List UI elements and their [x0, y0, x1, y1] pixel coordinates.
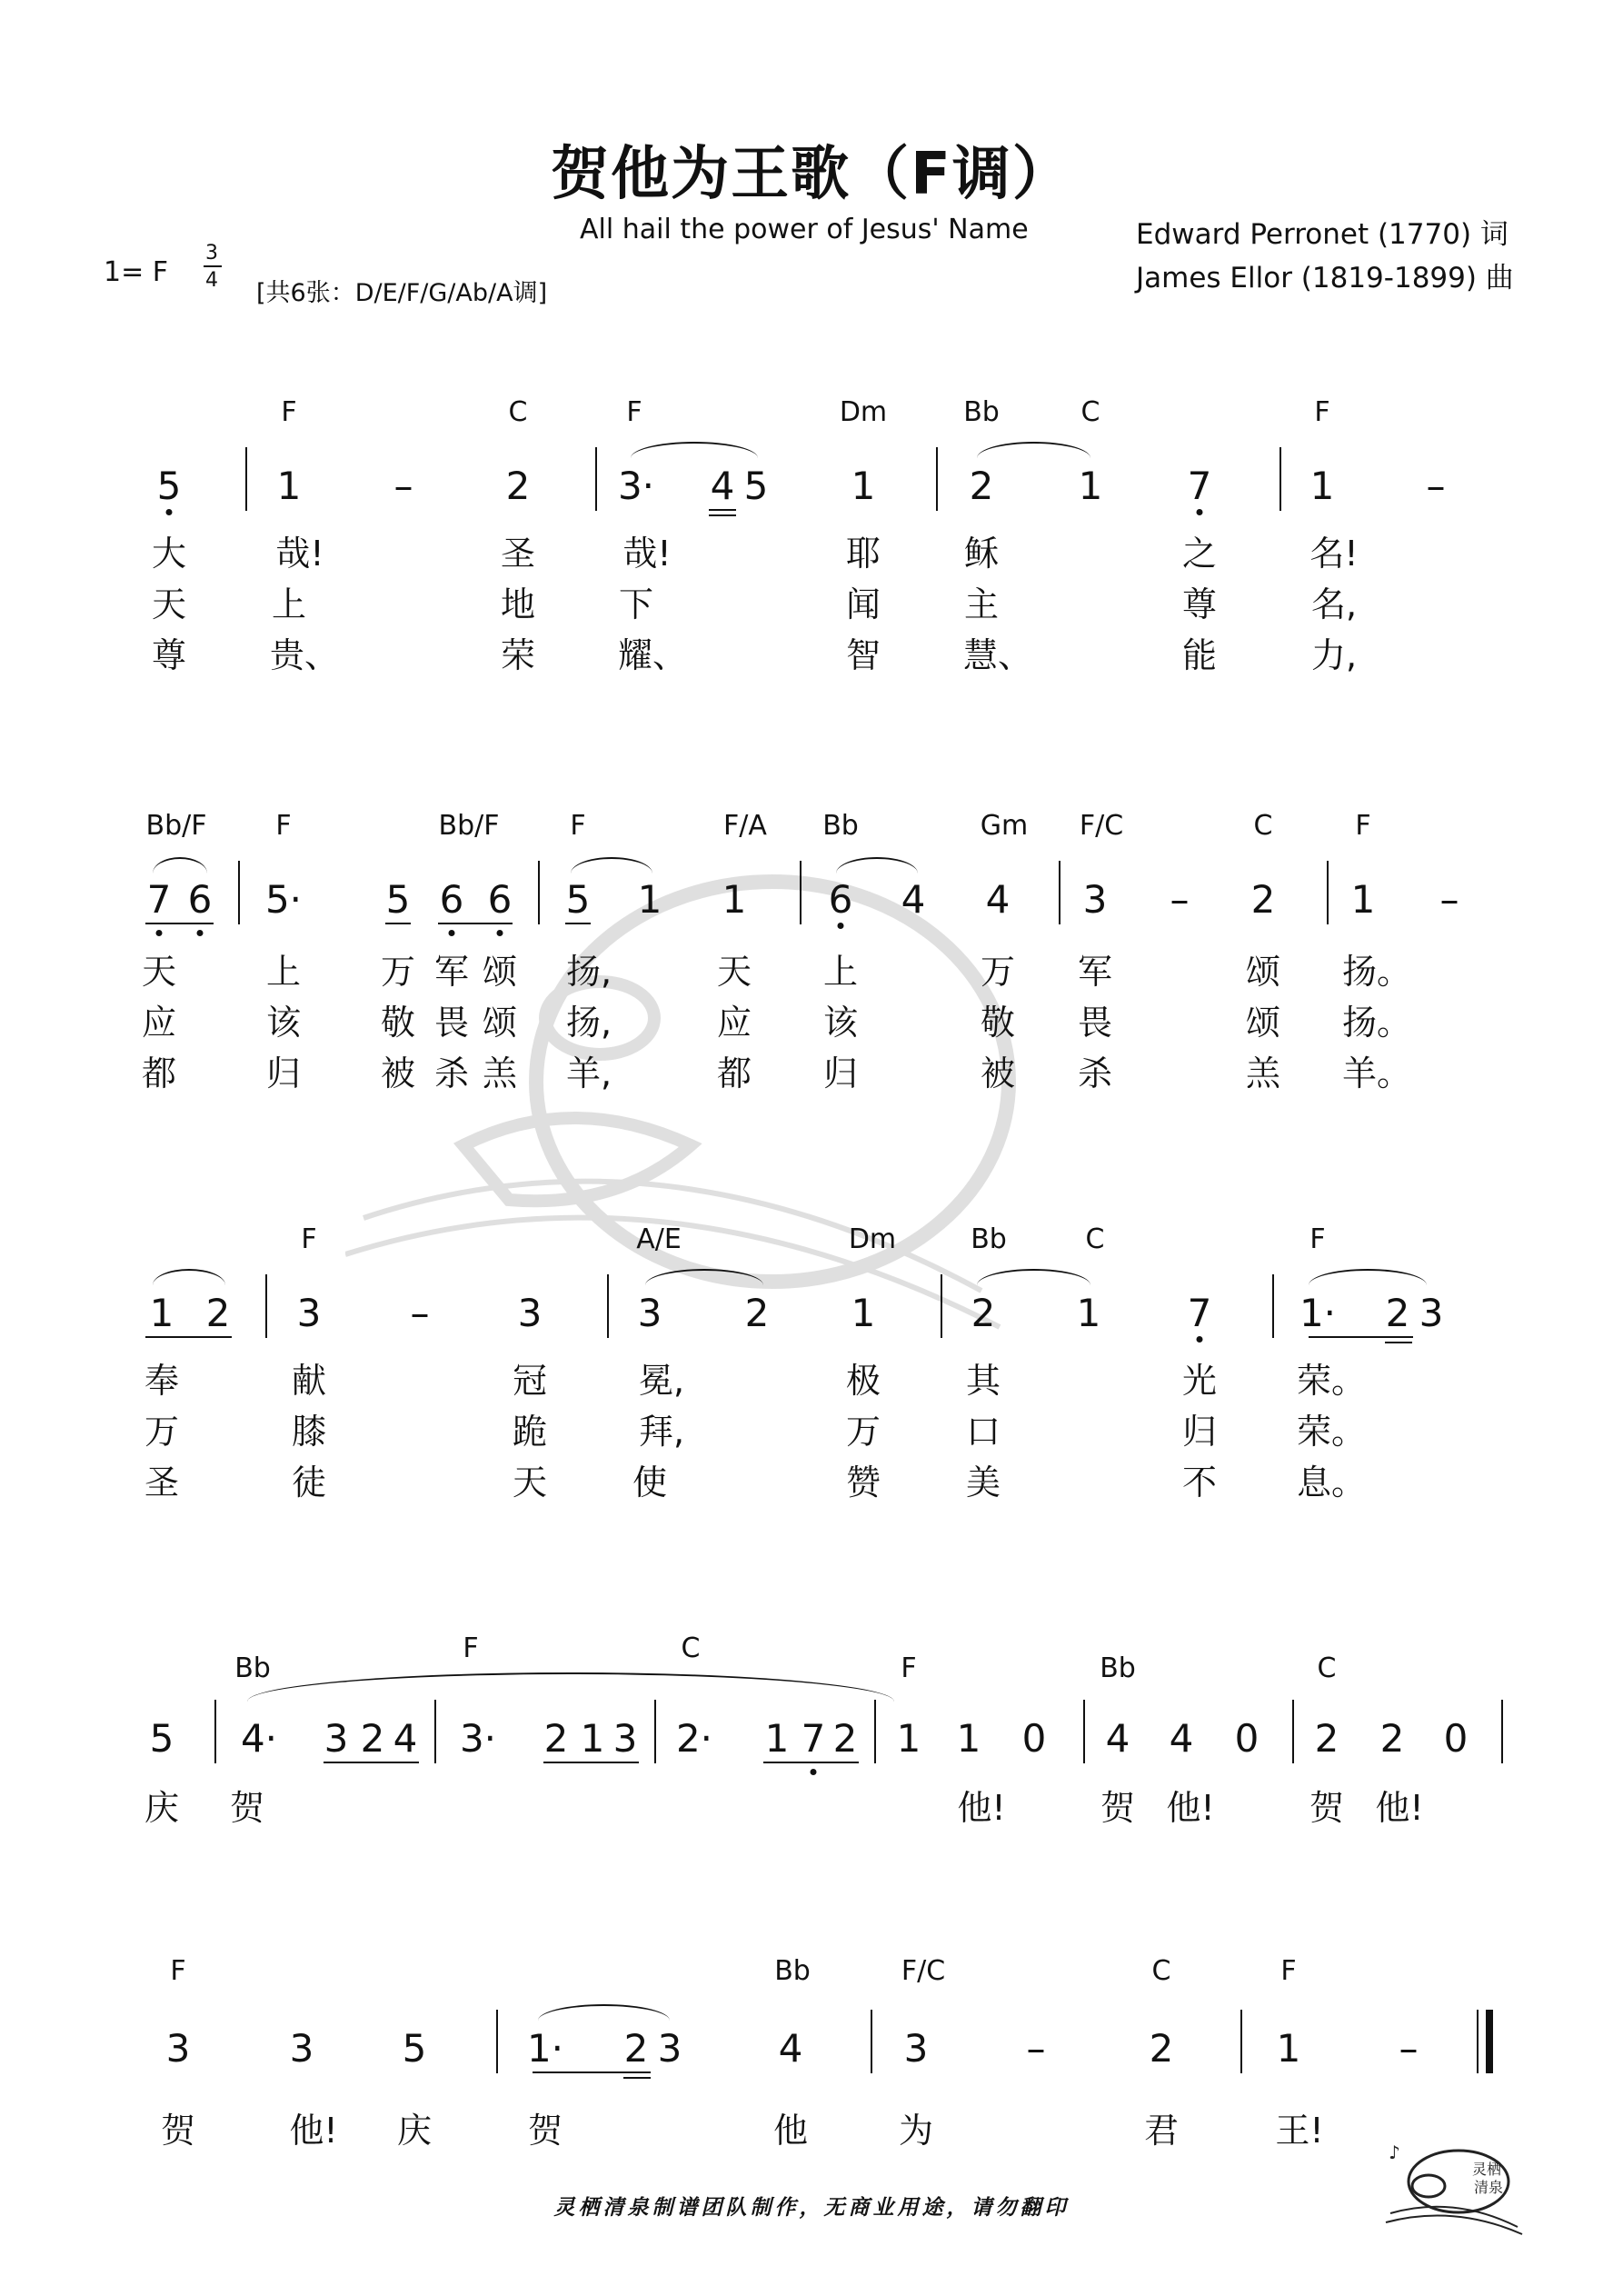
bar-line	[607, 1274, 609, 1338]
lyric: 军	[433, 952, 470, 992]
note: 1·	[1299, 1291, 1337, 1335]
note: 4·	[240, 1716, 278, 1761]
note: 2	[1385, 1291, 1410, 1335]
lyric: 庆	[144, 1788, 180, 1828]
lyric: 万	[144, 1412, 180, 1452]
composer-credit: James Ellor (1819-1899) 曲	[1136, 262, 1514, 294]
svg-text:♪: ♪	[1389, 2141, 1400, 2163]
lyric: 羊。	[1341, 1053, 1412, 1093]
slur	[977, 1269, 1090, 1285]
chord: C	[681, 1632, 701, 1664]
lyric: 扬,	[565, 1003, 612, 1043]
bar-line	[496, 2010, 498, 2073]
beam	[324, 1762, 419, 1763]
chord: Bb	[234, 1652, 271, 1684]
lyric: 杀	[433, 1053, 470, 1093]
note: 2	[832, 1716, 858, 1761]
note: 0	[1021, 1716, 1047, 1761]
lyric: 羊,	[565, 1053, 612, 1093]
chord: Dm	[839, 396, 888, 428]
bar-line	[800, 861, 802, 924]
chord: F	[570, 810, 586, 842]
low-octave-dot	[449, 930, 455, 936]
lyric: 归	[822, 1053, 859, 1093]
lyric: 都	[141, 1053, 177, 1093]
bar-line	[874, 1700, 876, 1763]
note: 0	[1443, 1716, 1469, 1761]
note: 5	[149, 1716, 174, 1761]
note: 3·	[617, 464, 655, 508]
note: 3	[612, 1716, 638, 1761]
chord: C	[508, 396, 528, 428]
lyric: 名,	[1310, 584, 1358, 624]
note: 1	[149, 1291, 174, 1335]
score-line-1	[0, 391, 1623, 675]
slur	[631, 442, 758, 458]
beam	[763, 1762, 859, 1763]
lyric: 应	[716, 1003, 752, 1043]
lyric: 扬。	[1341, 1003, 1412, 1043]
lyric: 不	[1181, 1462, 1218, 1502]
low-octave-dot	[497, 930, 503, 936]
sustain-dash: –	[1426, 464, 1446, 508]
note: 1	[1076, 1291, 1101, 1335]
lyric: 他!	[1375, 1788, 1424, 1828]
chord: F	[301, 1223, 317, 1255]
lyric: 上	[265, 952, 302, 992]
bar-line	[1240, 2010, 1242, 2073]
bar-line	[238, 861, 240, 924]
low-octave-dot	[156, 930, 163, 936]
chord: F	[275, 810, 292, 842]
lyric: 为	[898, 2111, 934, 2151]
low-octave-dot	[838, 923, 844, 929]
note: 3	[296, 1291, 322, 1335]
lyric: 王!	[1275, 2111, 1324, 2151]
lyric: 天	[716, 952, 752, 992]
chord: F	[281, 396, 297, 428]
song-title: 贺他为王歌（F调）	[551, 141, 1072, 208]
lyric: 徒	[291, 1462, 327, 1502]
beam	[543, 1762, 639, 1763]
note: 3	[657, 2026, 682, 2071]
low-octave-dot	[811, 1769, 817, 1775]
chord: Bb	[822, 810, 859, 842]
chord: F/A	[723, 810, 767, 842]
note: 6	[439, 877, 464, 922]
low-octave-dot	[1197, 1336, 1203, 1343]
note: 4	[778, 2026, 803, 2071]
lyric: 荣。	[1296, 1361, 1367, 1401]
note: 1	[580, 1716, 605, 1761]
sheep-logo-icon	[1381, 2136, 1527, 2236]
lyric: 被	[980, 1053, 1016, 1093]
lyric: 扬。	[1341, 952, 1412, 992]
note: 3	[1419, 1291, 1444, 1335]
note: 2	[1379, 1716, 1405, 1761]
chord: F	[463, 1632, 479, 1664]
lyric: 使	[632, 1462, 668, 1502]
note: 3	[324, 1716, 349, 1761]
note: 2	[744, 1291, 770, 1335]
note: 5	[385, 877, 411, 922]
note: 2	[1149, 2026, 1174, 2071]
note: 3	[165, 2026, 191, 2071]
note: 3	[1082, 877, 1108, 922]
lyric: 智	[845, 635, 881, 675]
lyric: 赞	[845, 1462, 881, 1502]
chord: F	[1355, 810, 1371, 842]
note: 4	[1169, 1716, 1194, 1761]
note: 3	[903, 2026, 929, 2071]
chord: F	[626, 396, 642, 428]
meter-denominator: 4	[205, 269, 218, 292]
chord: C	[1085, 1223, 1105, 1255]
lyric: 贺	[160, 2111, 196, 2151]
lyric: 美	[965, 1462, 1001, 1502]
lyric: 畏	[1077, 1003, 1113, 1043]
bar-line	[1279, 447, 1281, 511]
slur	[1309, 1269, 1427, 1285]
note: 3	[517, 1291, 543, 1335]
lyric: 下	[618, 584, 654, 624]
available-keys-note: [共6张：D/E/F/G/Ab/A调]	[256, 279, 548, 307]
lyric: 地	[500, 584, 536, 624]
low-octave-dot	[1197, 509, 1203, 515]
chord: Bb	[774, 1955, 811, 1987]
beam	[533, 2071, 651, 2073]
lyric: 都	[716, 1053, 752, 1093]
lyric: 羔	[1245, 1053, 1281, 1093]
lyric: 天	[512, 1462, 548, 1502]
sustain-dash: –	[410, 1291, 430, 1335]
svg-text:清泉: 清泉	[1474, 2181, 1504, 2196]
lyric: 献	[291, 1361, 327, 1401]
note: 3	[637, 1291, 662, 1335]
lyric: 他	[772, 2111, 809, 2151]
lyric: 贵、	[269, 635, 340, 675]
beam	[1309, 1336, 1413, 1338]
chord: Bb/F	[438, 810, 500, 842]
chord: F/C	[901, 1955, 946, 1987]
lyric: 奉	[144, 1361, 180, 1401]
lyric: 他!	[289, 2111, 338, 2151]
chord: Bb	[1100, 1652, 1136, 1684]
bar-line	[941, 1274, 942, 1338]
note: 2	[205, 1291, 231, 1335]
lyric: 颂	[482, 952, 518, 992]
lyric: 贺	[1309, 1788, 1345, 1828]
note: 2	[543, 1716, 569, 1761]
lyric: 庆	[396, 2111, 433, 2151]
note: 7	[1187, 464, 1212, 508]
note: 1	[1078, 464, 1103, 508]
lyric: 颂	[1245, 952, 1281, 992]
lyric: 能	[1181, 635, 1218, 675]
lyric: 归	[1181, 1412, 1218, 1452]
chord: F	[1280, 1955, 1297, 1987]
low-octave-dot	[197, 930, 204, 936]
lyric: 他!	[1166, 1788, 1215, 1828]
bar-line	[871, 2010, 872, 2073]
beam	[709, 514, 736, 516]
english-subtitle: All hail the power of Jesus' Name	[580, 214, 1029, 245]
low-octave-dot	[166, 509, 173, 515]
note: 6	[187, 877, 213, 922]
lyric: 膝	[291, 1412, 327, 1452]
note: 5	[402, 2026, 427, 2071]
lyric: 杀	[1077, 1053, 1113, 1093]
note: 2	[1250, 877, 1276, 922]
chord: Dm	[848, 1223, 897, 1255]
chord: F	[1314, 396, 1330, 428]
lyric: 口	[965, 1412, 1001, 1452]
chord: A/E	[636, 1223, 682, 1255]
lyric: 冕,	[638, 1361, 685, 1401]
chord: Bb	[971, 1223, 1007, 1255]
lyric: 军	[1077, 952, 1113, 992]
bar-line	[595, 447, 597, 511]
lyric: 主	[963, 584, 1000, 624]
bar-line	[1292, 1700, 1294, 1763]
lyric: 闻	[845, 584, 881, 624]
beam	[385, 923, 411, 924]
lyric: 万	[380, 952, 416, 992]
lyric: 冠	[512, 1361, 548, 1401]
lyric: 慧、	[962, 635, 1033, 675]
note: 7	[146, 877, 172, 922]
lyric: 归	[265, 1053, 302, 1093]
note: 1	[1350, 877, 1376, 922]
chord: Bb/F	[145, 810, 207, 842]
lyric: 敬	[380, 1003, 416, 1043]
lyric: 天	[151, 584, 187, 624]
lyric: 哉!	[622, 534, 672, 574]
note: 5	[743, 464, 769, 508]
beam	[709, 509, 736, 511]
lyric: 荣。	[1296, 1412, 1367, 1452]
bar-line	[1083, 1700, 1085, 1763]
lyric: 息。	[1296, 1462, 1367, 1502]
lyric: 稣	[963, 534, 1000, 574]
final-bar-thick	[1486, 2010, 1493, 2073]
note: 1	[722, 877, 747, 922]
note: 3·	[459, 1716, 497, 1761]
chord: C	[1080, 396, 1100, 428]
slur	[247, 1672, 894, 1702]
lyric: 颂	[1245, 1003, 1281, 1043]
score-line-5	[0, 1950, 1623, 2222]
note: 6	[828, 877, 853, 922]
note: 2	[969, 464, 994, 508]
lyric: 圣	[144, 1462, 180, 1502]
note: 2	[623, 2026, 649, 2071]
lyric: 该	[822, 1003, 859, 1043]
score-line-3	[0, 1218, 1623, 1502]
lyric: 尊	[1181, 584, 1218, 624]
lyric: 颂	[482, 1003, 518, 1043]
lyric: 跪	[512, 1412, 548, 1452]
lyric: 之	[1181, 534, 1218, 574]
note: 4	[985, 877, 1011, 922]
bar-line	[214, 1700, 216, 1763]
key-signature: 1= F	[104, 256, 169, 288]
lyric: 贺	[229, 1788, 265, 1828]
note: 1	[956, 1716, 981, 1761]
sustain-dash: –	[1399, 2026, 1419, 2071]
lyric: 该	[265, 1003, 302, 1043]
lyric: 圣	[500, 534, 536, 574]
score-line-2	[0, 804, 1623, 1093]
slur	[153, 857, 207, 873]
meter-numerator: 3	[205, 242, 218, 265]
lyric: 天	[141, 952, 177, 992]
lyric: 荣	[500, 635, 536, 675]
note: 4	[1105, 1716, 1130, 1761]
beam	[145, 1336, 232, 1338]
slur	[977, 442, 1090, 458]
lyricist-credit: Edward Perronet (1770) 词	[1136, 218, 1508, 251]
note: 3	[289, 2026, 314, 2071]
lyric: 君	[1143, 2111, 1180, 2151]
bar-line	[1327, 861, 1329, 924]
sustain-dash: –	[1170, 877, 1190, 922]
chord: F	[1309, 1223, 1326, 1255]
chord: C	[1317, 1652, 1337, 1684]
chord: F	[901, 1652, 917, 1684]
note: 7	[1187, 1291, 1212, 1335]
beam	[438, 923, 513, 924]
note: 7	[801, 1716, 826, 1761]
beam	[623, 2077, 651, 2079]
chord: Bb	[963, 396, 1000, 428]
lyric: 拜,	[638, 1412, 685, 1452]
lyric: 耀、	[617, 635, 688, 675]
lyric: 尊	[151, 635, 187, 675]
beam	[1385, 1342, 1412, 1343]
chord: F	[170, 1955, 186, 1987]
note: 5	[156, 464, 182, 508]
sustain-dash: –	[1026, 2026, 1046, 2071]
bar-line	[245, 447, 247, 511]
lyric: 贺	[1100, 1788, 1136, 1828]
note: 1	[637, 877, 662, 922]
bar-line	[1272, 1274, 1274, 1338]
lyric: 上	[822, 952, 859, 992]
note: 4	[393, 1716, 418, 1761]
note: 1	[276, 464, 302, 508]
note: 0	[1234, 1716, 1260, 1761]
note: 1	[764, 1716, 790, 1761]
sustain-dash: –	[1439, 877, 1459, 922]
lyric: 极	[845, 1361, 881, 1401]
lyric: 敬	[980, 1003, 1016, 1043]
slur	[538, 2004, 670, 2021]
lyric: 贺	[527, 2111, 563, 2151]
note: 4	[710, 464, 735, 508]
lyric: 光	[1181, 1361, 1218, 1401]
note: 4	[901, 877, 926, 922]
note: 2·	[675, 1716, 713, 1761]
lyric: 力,	[1310, 635, 1358, 675]
note: 6	[487, 877, 513, 922]
slur	[153, 1269, 225, 1285]
note: 1	[851, 464, 876, 508]
lyric: 其	[965, 1361, 1001, 1401]
beam	[565, 923, 591, 924]
chord: F/C	[1079, 810, 1124, 842]
lyric: 畏	[433, 1003, 470, 1043]
score-line-4	[0, 1627, 1623, 1900]
lyric: 万	[845, 1412, 881, 1452]
lyric: 万	[980, 952, 1016, 992]
lyric: 被	[380, 1053, 416, 1093]
lyric: 耶	[845, 534, 881, 574]
note: 1	[1309, 464, 1335, 508]
beam	[145, 923, 214, 924]
lyric: 羔	[482, 1053, 518, 1093]
lyric: 大	[151, 534, 187, 574]
note: 1·	[526, 2026, 564, 2071]
lyric: 应	[141, 1003, 177, 1043]
bar-line	[936, 447, 938, 511]
note: 1	[1276, 2026, 1301, 2071]
note: 5	[565, 877, 591, 922]
note: 2	[505, 464, 531, 508]
meter-divider	[204, 265, 222, 267]
note: 2	[360, 1716, 385, 1761]
slur	[645, 1269, 763, 1285]
lyric: 他!	[957, 1788, 1006, 1828]
bar-line	[1059, 861, 1060, 924]
chord: C	[1253, 810, 1273, 842]
note: 1	[851, 1291, 876, 1335]
note: 5·	[264, 877, 303, 922]
bar-line	[434, 1700, 436, 1763]
bar-line	[538, 861, 540, 924]
bar-line	[265, 1274, 267, 1338]
lyric: 哉!	[275, 534, 324, 574]
bar-line	[1501, 1700, 1503, 1763]
note: 2	[1314, 1716, 1339, 1761]
bar-line	[654, 1700, 656, 1763]
slur	[571, 857, 652, 873]
lyric: 上	[271, 584, 307, 624]
chord: Gm	[980, 810, 1029, 842]
lyric: 扬,	[565, 952, 612, 992]
note: 2	[971, 1291, 996, 1335]
lyric: 名!	[1309, 534, 1359, 574]
slur	[836, 857, 918, 873]
footer-credit: 灵栖清泉制谱团队制作，无商业用途，请勿翻印	[553, 2195, 1070, 2220]
final-bar-thin	[1477, 2010, 1479, 2073]
sustain-dash: –	[393, 464, 413, 508]
chord: C	[1151, 1955, 1171, 1987]
logo-text: 灵栖	[1472, 2162, 1502, 2178]
note: 1	[896, 1716, 921, 1761]
